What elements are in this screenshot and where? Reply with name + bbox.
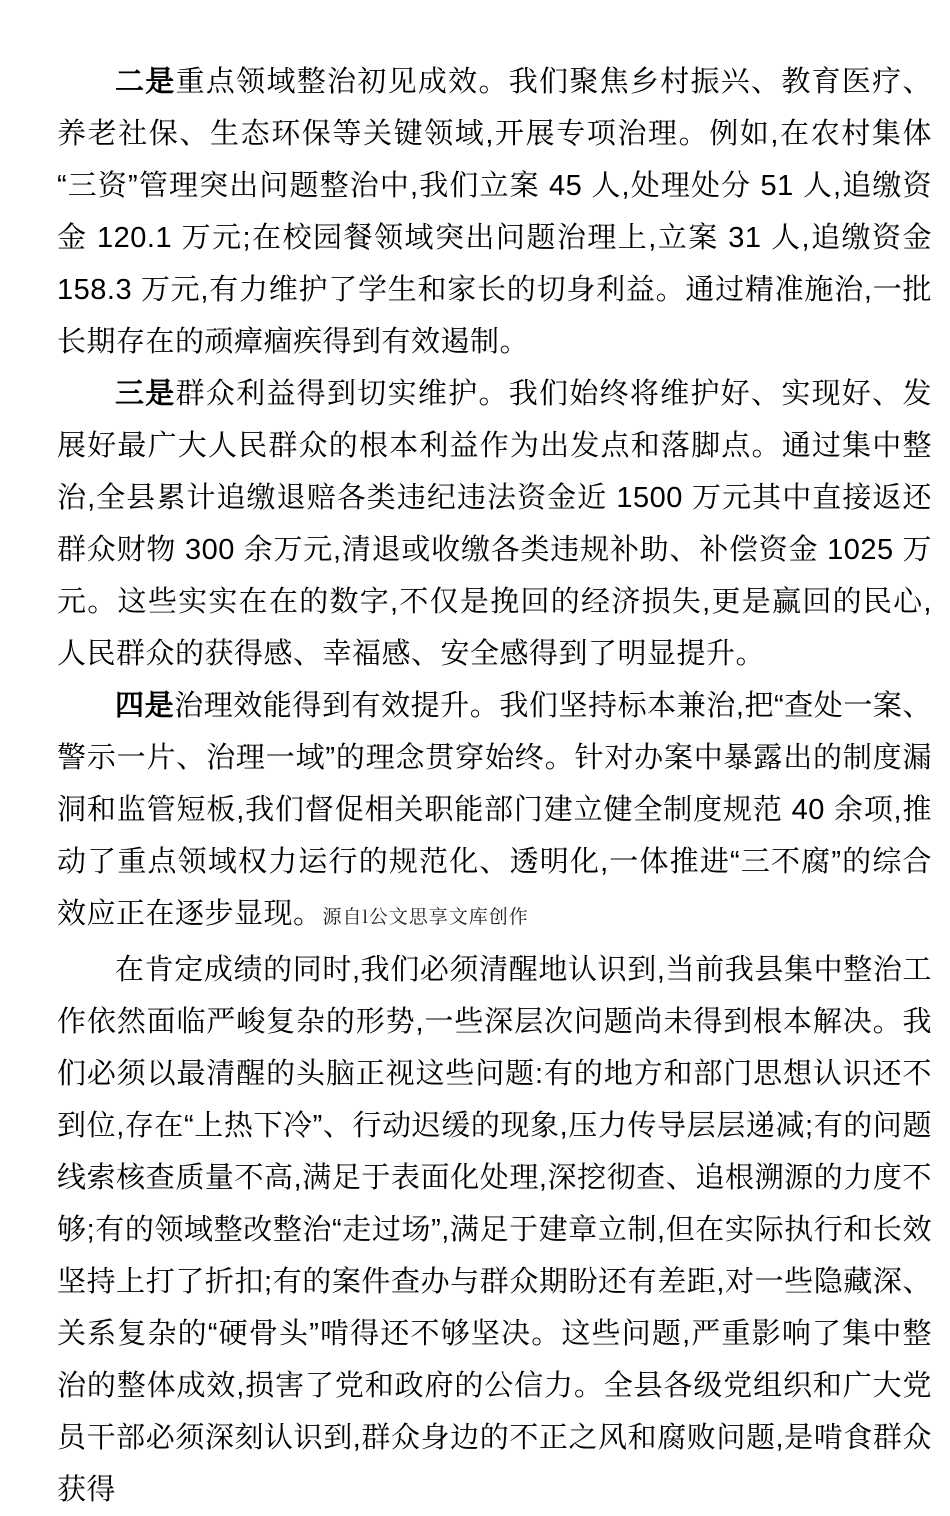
paragraph-text: 重点领域整治初见成效。我们聚焦乡村振兴、教育医疗、养老社保、生态环保等关键领域,开展专项治理。例如,在农村集体“三资”管理突出问题整治中,我们立案 45 人,处理处分 51 人,追缴资金 120.1 万元;在校园餐领域突出问题治理上,立案 31 人,追缴资金 158.3 万元,有力维护了学生和家长的切身利益。通过精准施治,一批长期存在的顽瘴痼疾得到有效遏制。: [57, 66, 932, 358]
paragraph-problems: [57, 944, 932, 1516]
paragraph-text: 治理效能得到有效提升。我们坚持标本兼治,把“查处一案、警示一片、治理一域”的理念贯穿始终。针对办案中暴露出的制度漏洞和监管短板,我们督促相关职能部门建立健全制度规范 40 余项,推动了重点领域权力运行的规范化、透明化,一体推进“三不腐”的综合效应正在逐步显现。: [57, 690, 932, 930]
paragraph-point-four: [57, 680, 932, 944]
paragraph-lead: 四是: [115, 690, 175, 722]
watermark-text: 源自l公文思享文库创作: [322, 907, 529, 928]
paragraph-point-three: [57, 368, 932, 680]
paragraph-lead: 二是: [115, 66, 176, 98]
paragraph-lead: 三是: [115, 378, 176, 410]
paragraph-point-two: [57, 56, 932, 368]
paragraph-text: 群众利益得到切实维护。我们始终将维护好、实现好、发展好最广大人民群众的根本利益作为出发点和落脚点。通过集中整治,全县累计追缴退赔各类违纪违法资金近 1500 万元其中直接返还群众财物 300 余万元,清退或收缴各类违规补助、补偿资金 1025 万元。这些实实在在的数字,不仅是挽回的经济损失,更是赢回的民心,人民群众的获得感、幸福感、安全感得到了明显提升。: [57, 378, 932, 670]
paragraph-text: 在肯定成绩的同时,我们必须清醒地认识到,当前我县集中整治工作依然面临严峻复杂的形势,一些深层次问题尚未得到根本解决。我们必须以最清醒的头脑正视这些问题:有的地方和部门思想认识还不到位,存在“上热下冷”、行动迟缓的现象,压力传导层层递减;有的问题线索核查质量不高,满足于表面化处理,深挖彻查、追根溯源的力度不够;有的领域整改整治“走过场”,满足于建章立制,但在实际执行和长效坚持上打了折扣;有的案件查办与群众期盼还有差距,对一些隐藏深、关系复杂的“硬骨头”啃得还不够坚决。这些问题,严重影响了集中整治的整体成效,损害了党和政府的公信力。全县各级党组织和广大党员干部必须深刻认识到,群众身边的不正之风和腐败问题,是啃食群众获得: [57, 954, 932, 1506]
